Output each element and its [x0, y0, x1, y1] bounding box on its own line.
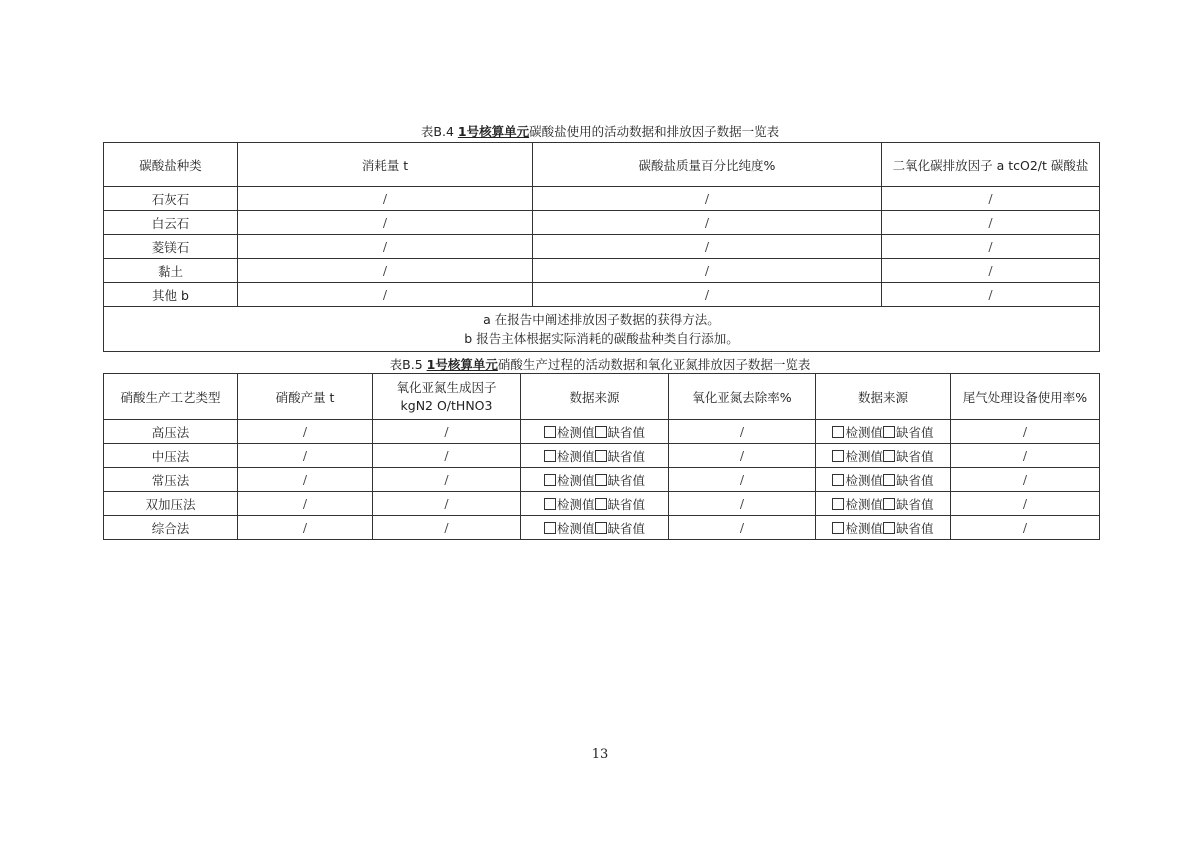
header-cell: 硝酸生产工艺类型 [104, 374, 238, 420]
checkbox[interactable] [883, 498, 895, 510]
header-cell: 碳酸盐质量百分比纯度% [533, 143, 882, 187]
header-cell: 数据来源 [521, 374, 669, 420]
checkbox-label: 缺省值 [607, 496, 646, 512]
checkbox[interactable] [883, 450, 895, 462]
checkbox[interactable] [832, 450, 844, 462]
value-cell: / [951, 468, 1100, 492]
table-header-row [104, 374, 1100, 420]
value-cell: / [951, 444, 1100, 468]
header-cell [373, 374, 521, 420]
checkbox[interactable] [595, 426, 607, 438]
process-type-cell: 常压法 [104, 468, 238, 492]
checkbox[interactable] [595, 498, 607, 510]
value-cell: / [669, 444, 816, 468]
value-cell: / [238, 283, 533, 307]
checkbox-label: 缺省值 [896, 448, 934, 464]
checkbox[interactable] [883, 426, 895, 438]
header-cell: 硝酸产量 t [238, 374, 373, 420]
table-b5-caption [0, 357, 1200, 373]
checkbox-label: 检测值 [556, 424, 595, 440]
value-cell: / [373, 420, 521, 444]
value-cell: / [669, 420, 816, 444]
checkbox[interactable] [595, 450, 607, 462]
carbonate-type-cell: 其他 b [104, 283, 238, 307]
carbonate-type-cell: 石灰石 [104, 187, 238, 211]
checkbox-label: 缺省值 [896, 472, 934, 488]
value-cell: / [951, 492, 1100, 516]
value-cell: / [373, 444, 521, 468]
value-cell: / [951, 420, 1100, 444]
header-cell: 消耗量 t [238, 143, 533, 187]
table-b4-caption-prefix: 表B.4 [420, 124, 458, 139]
checkbox-label: 检测值 [556, 448, 595, 464]
value-cell: / [373, 516, 521, 540]
value-cell: / [533, 283, 882, 307]
checkbox-label: 检测值 [556, 496, 595, 512]
table-b4-caption-unit: 1号核算单元 [457, 124, 530, 139]
data-source-cell [816, 444, 951, 468]
checkbox[interactable] [544, 426, 556, 438]
carbonate-type-cell: 黏土 [104, 259, 238, 283]
table-row [104, 211, 1100, 235]
process-type-cell: 双加压法 [104, 492, 238, 516]
checkbox-label: 检测值 [556, 472, 595, 488]
carbonate-type-cell: 白云石 [104, 211, 238, 235]
checkbox[interactable] [544, 450, 556, 462]
table-row [104, 468, 1100, 492]
value-cell: / [238, 259, 533, 283]
checkbox-label: 检测值 [845, 496, 883, 512]
value-cell: / [882, 235, 1100, 259]
checkbox-label: 缺省值 [607, 448, 646, 464]
table-row [104, 444, 1100, 468]
checkbox-label: 缺省值 [607, 424, 646, 440]
data-source-cell [521, 468, 669, 492]
value-cell: / [882, 259, 1100, 283]
checkbox[interactable] [832, 522, 844, 534]
table-b5-caption-suffix: 硝酸生产过程的活动数据和氧化亚氮排放因子数据一览表 [497, 357, 811, 372]
data-source-cell [816, 420, 951, 444]
value-cell: / [238, 211, 533, 235]
value-cell: / [951, 516, 1100, 540]
checkbox[interactable] [832, 426, 844, 438]
data-source-cell [521, 444, 669, 468]
value-cell: / [533, 259, 882, 283]
checkbox[interactable] [883, 474, 895, 486]
footnote-b: b 报告主体根据实际消耗的碳酸盐种类自行添加。 [464, 331, 739, 346]
value-cell: / [238, 444, 373, 468]
data-source-cell [521, 492, 669, 516]
header-line: 氧化亚氮生成因子 [396, 379, 497, 395]
value-cell: / [882, 283, 1100, 307]
checkbox[interactable] [595, 474, 607, 486]
value-cell: / [373, 492, 521, 516]
carbonate-table [103, 142, 1100, 352]
table-b5-caption-unit: 1号核算单元 [426, 357, 498, 372]
table-notes [104, 307, 1100, 352]
checkbox[interactable] [832, 474, 844, 486]
value-cell: / [669, 516, 816, 540]
table-row [104, 235, 1100, 259]
checkbox-label: 缺省值 [607, 472, 646, 488]
value-cell: / [882, 187, 1100, 211]
value-cell: / [238, 468, 373, 492]
header-cell: 数据来源 [816, 374, 951, 420]
checkbox-label: 缺省值 [896, 496, 934, 512]
table-row [104, 516, 1100, 540]
table-row [104, 420, 1100, 444]
header-cell: 碳酸盐种类 [104, 143, 238, 187]
page-number: 13 [591, 747, 609, 762]
data-source-cell [816, 492, 951, 516]
data-source-cell [521, 516, 669, 540]
checkbox-label: 检测值 [556, 520, 595, 536]
checkbox[interactable] [832, 498, 844, 510]
value-cell: / [669, 492, 816, 516]
data-source-cell [816, 516, 951, 540]
table-b4-caption-suffix: 碳酸盐使用的活动数据和排放因子数据一览表 [529, 124, 780, 139]
checkbox-label: 检测值 [845, 448, 883, 464]
table-row [104, 492, 1100, 516]
table-b4-caption [0, 124, 1200, 140]
table-b5-caption-prefix: 表B.5 [389, 357, 427, 372]
table-header-row [104, 143, 1100, 187]
value-cell: / [373, 468, 521, 492]
carbonate-type-cell: 菱镁石 [104, 235, 238, 259]
footnote-a: a 在报告中阐述排放因子数据的获得方法。 [483, 312, 720, 327]
header-cell: 尾气处理设备使用率% [951, 374, 1100, 420]
checkbox-label: 检测值 [845, 520, 883, 536]
header-cell: 二氧化碳排放因子 a tcO2/t 碳酸盐 [882, 143, 1100, 187]
value-cell: / [238, 187, 533, 211]
table-row [104, 259, 1100, 283]
checkbox[interactable] [544, 522, 556, 534]
checkbox-label: 缺省值 [607, 520, 646, 536]
value-cell: / [238, 516, 373, 540]
process-type-cell: 高压法 [104, 420, 238, 444]
data-source-cell [521, 420, 669, 444]
value-cell: / [669, 468, 816, 492]
checkbox[interactable] [544, 498, 556, 510]
process-type-cell: 中压法 [104, 444, 238, 468]
process-type-cell: 综合法 [104, 516, 238, 540]
checkbox[interactable] [544, 474, 556, 486]
value-cell: / [533, 211, 882, 235]
checkbox-label: 检测值 [845, 472, 883, 488]
nitric-acid-table [103, 373, 1100, 540]
value-cell: / [238, 235, 533, 259]
table-row [104, 283, 1100, 307]
table-notes-row [104, 307, 1100, 352]
checkbox-label: 缺省值 [896, 520, 934, 536]
value-cell: / [238, 492, 373, 516]
checkbox[interactable] [595, 522, 607, 534]
checkbox[interactable] [883, 522, 895, 534]
value-cell: / [533, 187, 882, 211]
value-cell: / [882, 211, 1100, 235]
table-row [104, 187, 1100, 211]
value-cell: / [533, 235, 882, 259]
header-line: kgN2 O/tHNO3 [400, 397, 493, 413]
value-cell: / [238, 420, 373, 444]
data-source-cell [816, 468, 951, 492]
header-cell: 氧化亚氮去除率% [669, 374, 816, 420]
checkbox-label: 检测值 [845, 424, 883, 440]
checkbox-label: 缺省值 [896, 424, 934, 440]
